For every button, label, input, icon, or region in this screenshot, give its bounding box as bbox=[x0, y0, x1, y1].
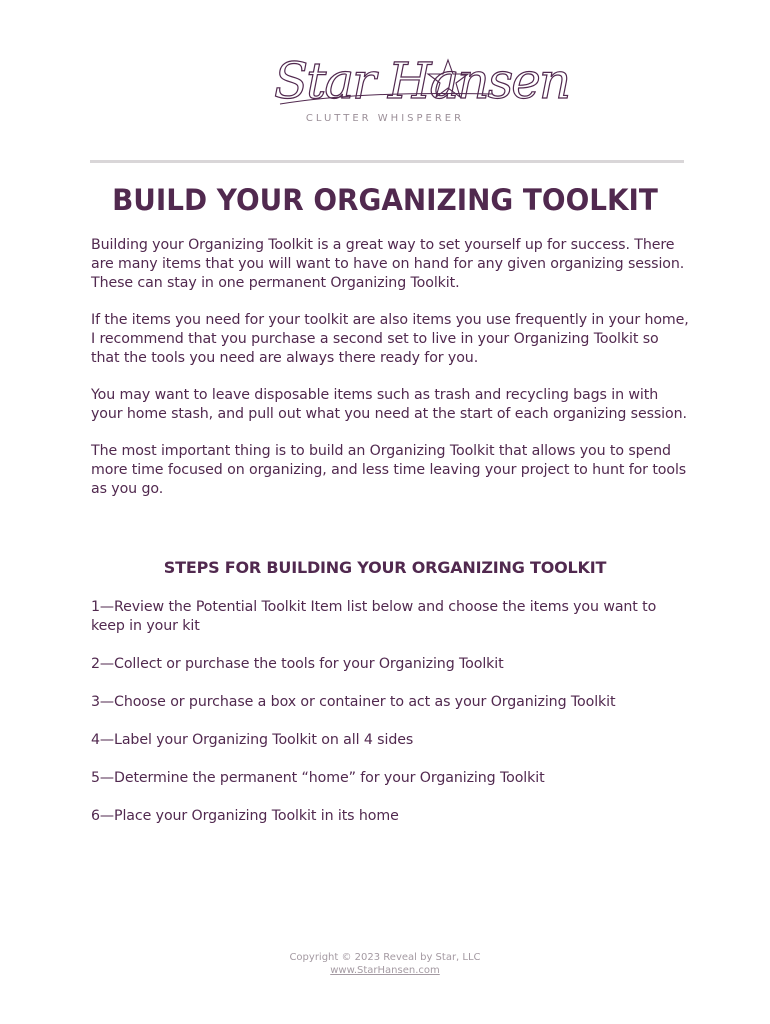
brand-header bbox=[0, 52, 770, 132]
logo-tagline: CLUTTER WHISPERER bbox=[305, 113, 465, 124]
page-title: BUILD YOUR ORGANIZING TOOLKIT bbox=[112, 183, 658, 217]
intro-paragraph: You may want to leave disposable items such as trash and recycling bags in with your home stash, and pull out what you need at the start of each organizing session. bbox=[91, 387, 687, 422]
steps-list bbox=[91, 598, 691, 845]
step-item: 3—Choose or purchase a box or container to act as your Organizing Toolkit bbox=[91, 694, 616, 710]
page-footer bbox=[0, 951, 770, 977]
logo-script-text: Star Hansen bbox=[274, 52, 570, 110]
star-hansen-logo bbox=[270, 52, 570, 114]
step-item: 5—Determine the permanent “home” for your Organizing Toolkit bbox=[91, 770, 545, 786]
intro-paragraph: If the items you need for your toolkit are also items you use frequently in your home, I recommend that you purchase a second set to live in your Organizing Toolkit so that the tools you need are always there ready for you. bbox=[91, 312, 689, 366]
step-item: 1—Review the Potential Toolkit Item list below and choose the items you want to keep in your kit bbox=[91, 599, 657, 634]
steps-heading: STEPS FOR BUILDING YOUR ORGANIZING TOOLKIT bbox=[163, 558, 607, 577]
website-link[interactable]: www.StarHansen.com bbox=[330, 965, 440, 976]
step-item: 2—Collect or purchase the tools for your Organizing Toolkit bbox=[91, 656, 504, 672]
step-item: 6—Place your Organizing Toolkit in its home bbox=[91, 808, 399, 824]
intro-paragraph: The most important thing is to build an Organizing Toolkit that allows you to spend more time focused on organizing, and less time leaving your project to hunt for tools as you go. bbox=[91, 443, 687, 497]
step-item: 4—Label your Organizing Toolkit on all 4 sides bbox=[91, 732, 414, 748]
intro-section bbox=[91, 236, 691, 517]
header-divider bbox=[90, 160, 684, 163]
copyright-text: Copyright © 2023 Reveal by Star, LLC bbox=[289, 952, 481, 963]
intro-paragraph: Building your Organizing Toolkit is a great way to set yourself up for success. There are many items that you will want to have on hand for any given organizing session. These can stay in one permanent Organizing Toolkit. bbox=[91, 237, 685, 291]
